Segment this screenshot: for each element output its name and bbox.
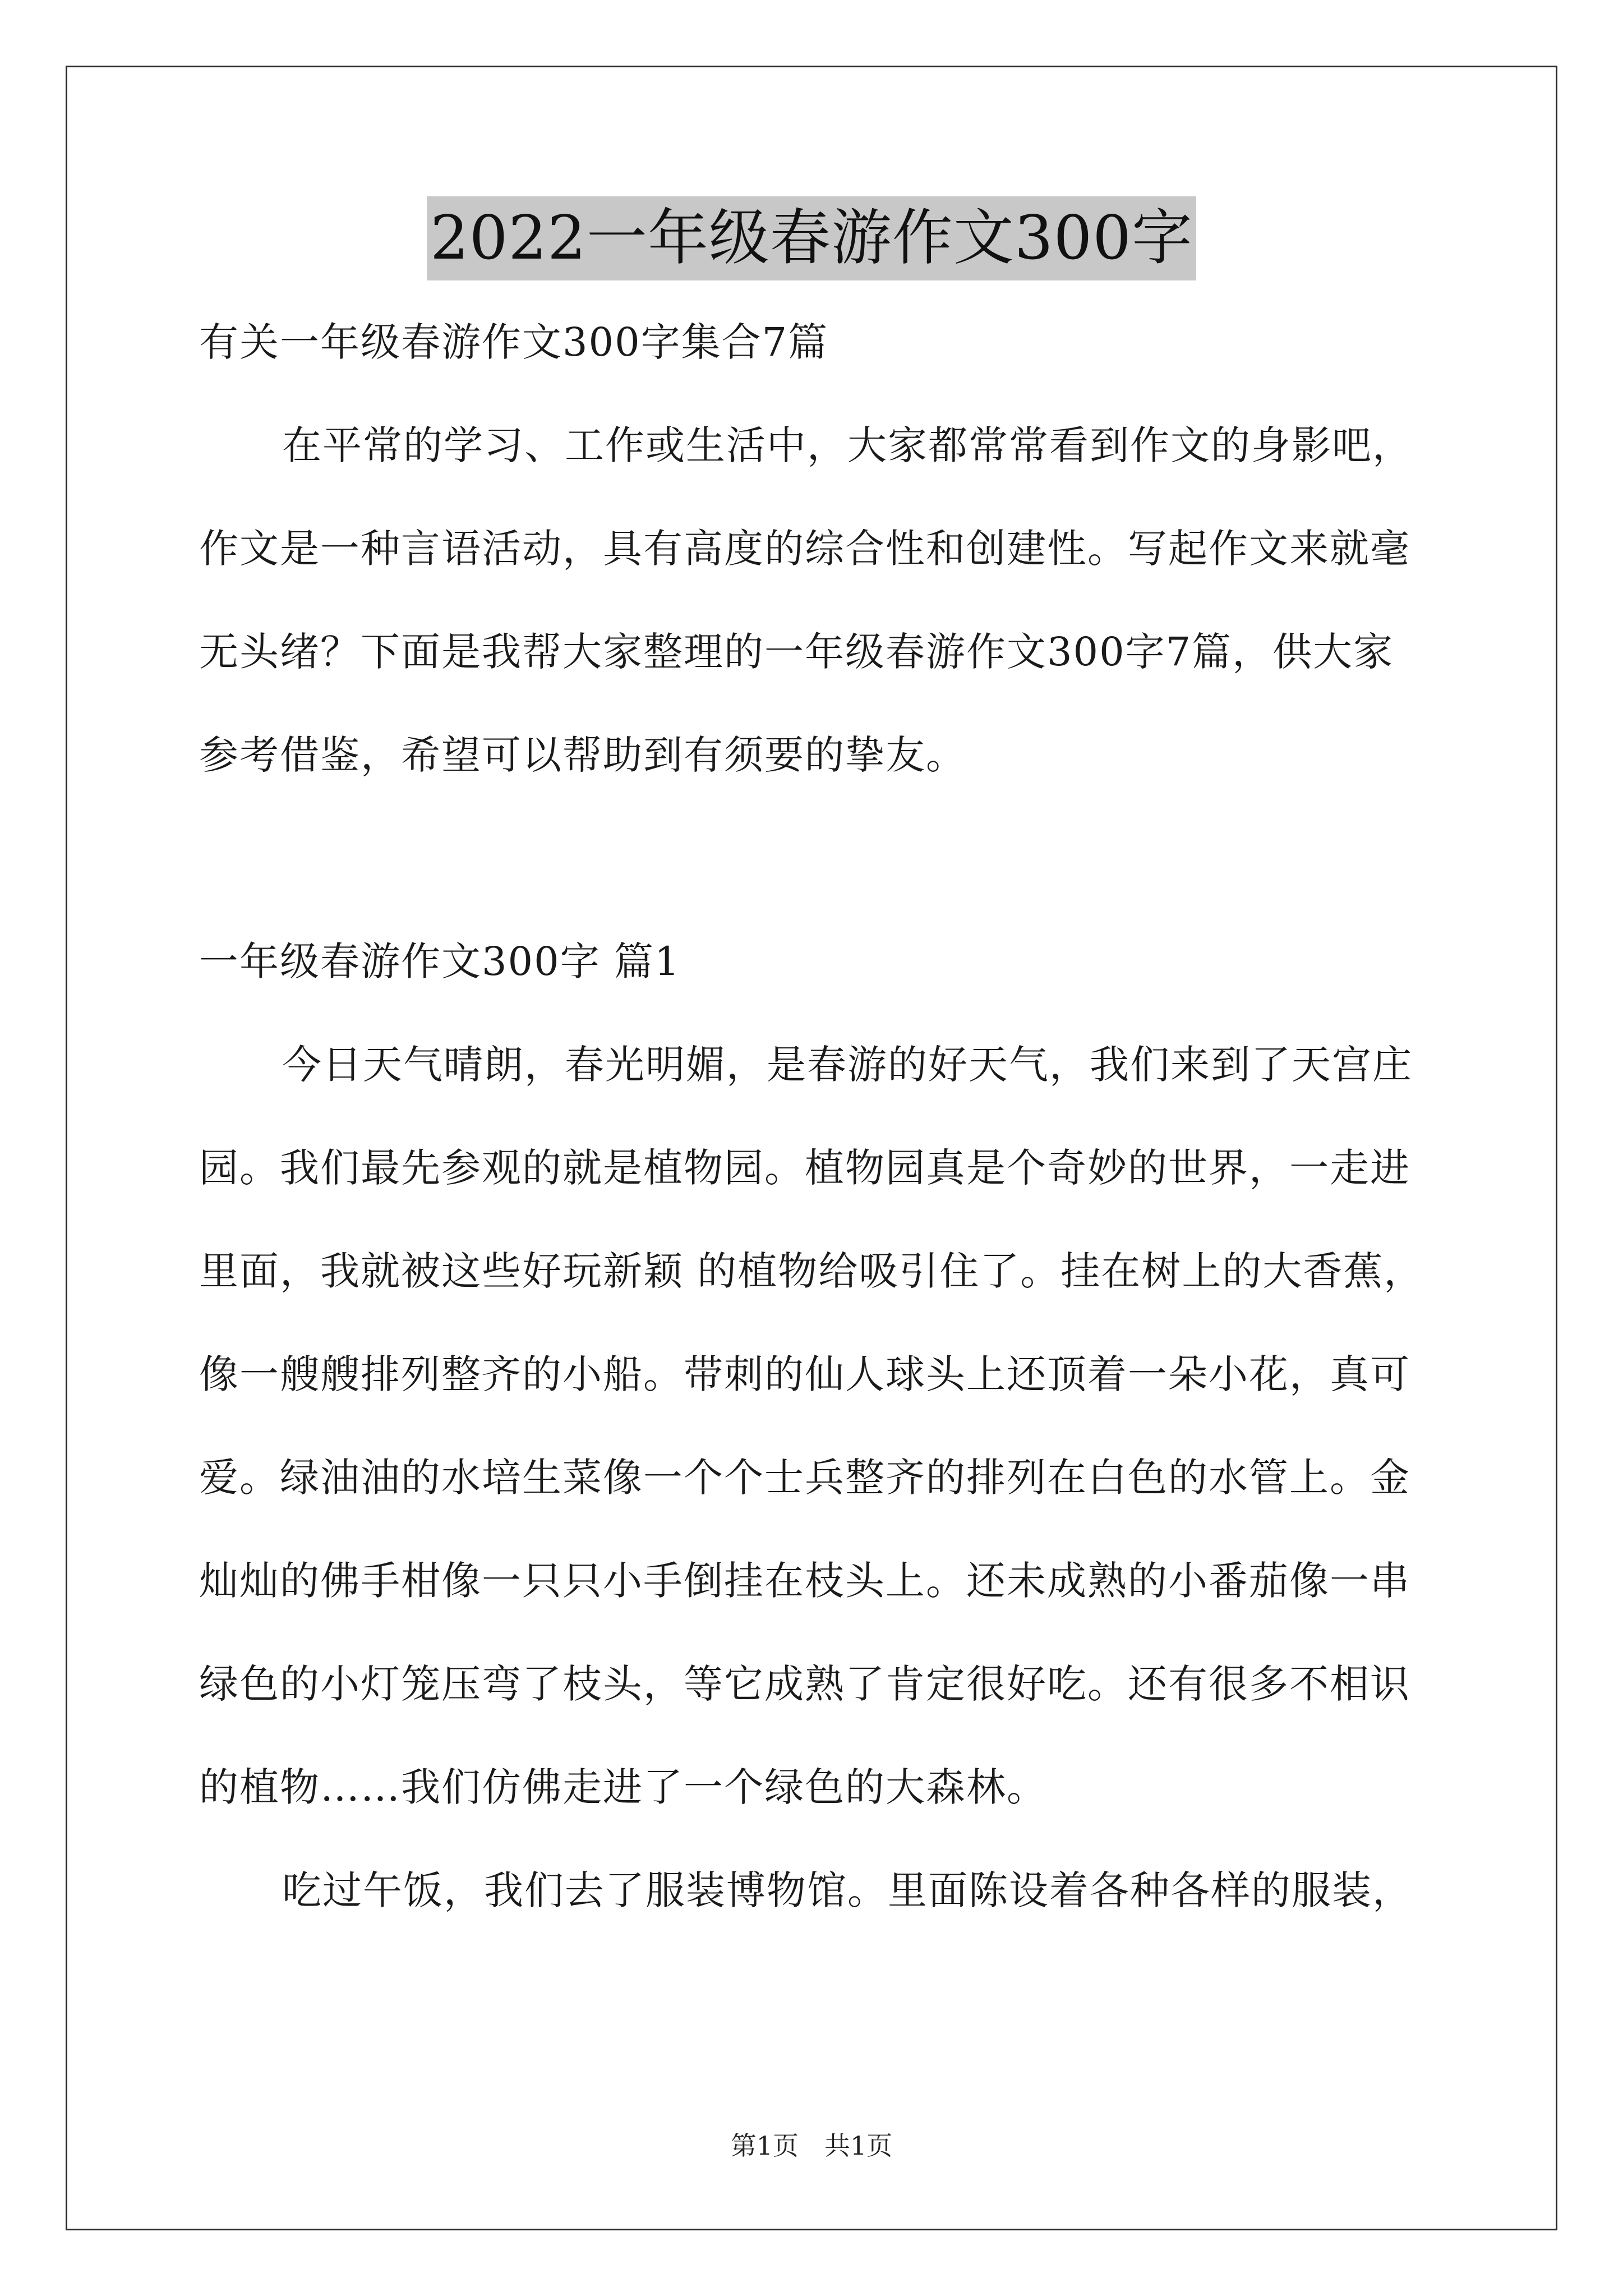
paragraph-line: 今日天气晴朗，春光明媚，是春游的好天气，我们来到了天宫庄 bbox=[282, 1042, 1413, 1088]
paragraph-line: 爱。绿油油的水培生菜像一个个士兵整齐的排列在白色的水管上。金 bbox=[199, 1455, 1410, 1501]
title-container bbox=[0, 196, 1623, 280]
section-heading: 一年级春游作文300字 篇1 bbox=[199, 938, 681, 984]
paragraph-line: 绿色的小灯笼压弯了枝头，等它成熟了肯定很好吃。还有很多不相识 bbox=[199, 1661, 1410, 1707]
document-body bbox=[199, 314, 1461, 1966]
paragraph-line: 灿灿的佛手柑像一只只小手倒挂在枝头上。还未成熟的小番茄像一串 bbox=[199, 1558, 1410, 1604]
paragraph-line: 园。我们最先参观的就是植物园。植物园真是个奇妙的世界，一走进 bbox=[199, 1145, 1410, 1191]
paragraph-line: 吃过午饭，我们去了服装博物馆。里面陈设着各种各样的服装， bbox=[282, 1867, 1413, 1913]
intro-line: 无头绪？下面是我帮大家整理的一年级春游作文300字7篇，供大家 bbox=[199, 629, 1394, 675]
document-title: 2022一年级春游作文300字 bbox=[427, 196, 1196, 280]
paragraph-line: 里面，我就被这些好玩新颖 的植物给吸引住了。挂在树上的大香蕉， bbox=[199, 1248, 1424, 1294]
paragraph-line: 的植物……我们仿佛走进了一个绿色的大森林。 bbox=[199, 1764, 1047, 1810]
page-footer: 第1页 共1页 bbox=[730, 2131, 893, 2161]
intro-line: 在平常的学习、工作或生活中，大家都常常看到作文的身影吧， bbox=[282, 422, 1413, 468]
section-gap bbox=[199, 830, 1461, 933]
intro-line: 作文是一种言语活动，具有高度的综合性和创建性。写起作文来就毫 bbox=[199, 526, 1410, 572]
document-subtitle: 有关一年级春游作文300字集合7篇 bbox=[199, 319, 829, 365]
intro-line: 参考借鉴，希望可以帮助到有须要的挚友。 bbox=[199, 732, 966, 778]
paragraph-line: 像一艘艘排列整齐的小船。带刺的仙人球头上还顶着一朵小花，真可 bbox=[199, 1351, 1410, 1397]
